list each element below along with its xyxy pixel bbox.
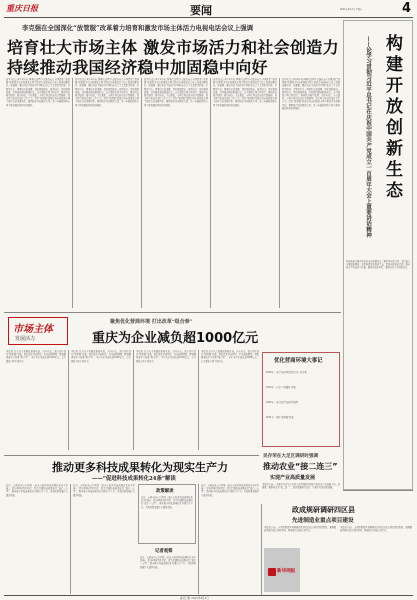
lead-body-col-4: 新华社北京4月1日电 国务院总理李克强日前在全国深化“放管服”改革着力培育和激发市场主体活力电视电话会议上发表重要讲话。他强调，要以习近平新时代中国特色社会主义思想为指导，贯彻党中央、国务院决策部署，深化简政放权、放管结合、优化服务改革，持续推进政府职能转变，充分激发市场主体活力，推动经济稳中加固、稳中向好。李克强说，市场主体是经济的力量载体，保市场主体就是保社会生产力。深化“放管服”改革是培育和激发市场主体活力的重要举措，要围绕企业和群众关切，进一步破除阻碍市场主体发展的体制机制障碍。 <box>213 78 277 107</box>
lead-body-col-5: 新华社北京4月1日电 国务院总理李克强日前在全国深化“放管服”改革着力培育和激发市场主体活力电视电话会议上发表重要讲话。他强调，要以习近平新时代中国特色社会主义思想为指导，贯彻党中央、国务院决策部署，深化简政放权、放管结合、优化服务改革，持续推进政府职能转变，充分激发市场主体活力，推动经济稳中加固、稳中向好。李克强说，市场主体是经济的力量载体，保市场主体就是保社会生产力。深化“放管服”改革是培育和激发市场主体活力的重要举措，要围绕企业和群众关切，进一步破除阻碍市场主体发展的体制机制障碍。 <box>282 78 340 110</box>
tech-section-label-b: 记者观察 <box>155 549 173 554</box>
research-body-col-2: 本报讯 日前，市领导到四区县调研先进制造业重点项目建设情况，强调要加快推进重点项目建设，增强制造业核心竞争力。 <box>340 526 412 533</box>
eco-headline: 推动农业“接二连三” <box>263 462 338 471</box>
date-line: 2021年4月2日 星期五 <box>340 8 363 11</box>
eco-kicker: 吴存荣在大足区调研时强调 <box>263 454 319 459</box>
reform-body-col-3: 本报讯 记者从市发展改革委获悉，去年以来，我市持续深化“放管服”改革，聚焦优化营商环境，打出减税降费、降低要素成本等改革“组合拳”，全年为企业减负超1000亿元，有力激发市场主体活力。 <box>136 350 196 363</box>
lead-headline-1: 培育壮大市场主体 激发市场活力和社会创造力 <box>7 38 339 57</box>
sidebar-item: 2018年：出台营商环境优化提升工作方案 <box>266 371 307 374</box>
tech-callout-body: 近日，市政府办公厅印发《重庆市促进科技成果转化若干措施》，提出24条具体举措，着力打通科技成果转化“最后一公里”，推动更多科技成果转化为现实生产力，为高质量发展注入强劲动能。 <box>141 496 193 509</box>
research-body-col-1: 本报讯 日前，市领导到四区县调研先进制造业重点项目建设情况，强调要加快推进重点项目建设，增强制造业核心竞争力。 <box>264 526 336 533</box>
reform-headline: 重庆为企业减负超1000亿元 <box>92 331 259 346</box>
lead-body-col-2: 新华社北京4月1日电 国务院总理李克强日前在全国深化“放管服”改革着力培育和激发市场主体活力电视电话会议上发表重要讲话。他强调，要以习近平新时代中国特色社会主义思想为指导，贯彻党中央、国务院决策部署，深化简政放权、放管结合、优化服务改革，持续推进政府职能转变，充分激发市场主体活力，推动经济稳中加固、稳中向好。李克强说，市场主体是经济的力量载体，保市场主体就是保社会生产力。深化“放管服”改革是培育和激发市场主体活力的重要举措，要围绕企业和群众关切，进一步破除阻碍市场主体发展的体制机制障碍。 <box>75 78 139 107</box>
logo-icon <box>268 568 276 576</box>
tech-headline: 推动更多科技成果转化为现实生产力 <box>52 461 228 474</box>
research-subhead: 先进制造业重点项目建设 <box>292 518 354 524</box>
research-headline: 政成规研调研四区县 <box>292 506 355 514</box>
lead-body-col-1: 新华社北京4月1日电 国务院总理李克强日前在全国深化“放管服”改革着力培育和激发市场主体活力电视电话会议上发表重要讲话。他强调，要以习近平新时代中国特色社会主义思想为指导，贯彻党中央、国务院决策部署，深化简政放权、放管结合、优化服务改革，持续推进政府职能转变，充分激发市场主体活力，推动经济稳中加固、稳中向好。李克强说，市场主体是经济的力量载体，保市场主体就是保社会生产力。深化“放管服”改革是培育和激发市场主体活力的重要举措，要围绕企业和群众关切，进一步破除阻碍市场主体发展的体制机制障碍。 <box>6 78 70 107</box>
tech-body-col-2: 近日，市政府办公厅印发《重庆市促进科技成果转化若干措施》，提出24条具体举措，着力打通科技成果转化“最后一公里”，推动更多科技成果转化为现实生产力，为高质量发展注入强劲动能。 <box>73 484 135 497</box>
sidebar-title: 优化营商环境大事记 <box>274 358 323 364</box>
logo-label: 新华网报 <box>277 569 296 574</box>
right-vertical-headline: 构建开放创新生态 <box>382 34 402 202</box>
lead-headline-2: 持续推动我国经济稳中加固稳中向好 <box>7 58 268 77</box>
tech-section-label-a: 政策解读 <box>156 489 174 494</box>
reform-body-col-1: 本报讯 记者从市发展改革委获悉，去年以来，我市持续深化“放管服”改革，聚焦优化营商环境，打出减税降费、降低要素成本等改革“组合拳”，全年为企业减负超1000亿元，有力激发市场主体活力。 <box>6 350 66 363</box>
tech-body-col-3: 近日，市政府办公厅印发《重庆市促进科技成果转化若干措施》，提出24条具体举措，着力打通科技成果转化“最后一公里”，推动更多科技成果转化为现实生产力，为高质量发展注入强劲动能。 <box>140 556 196 569</box>
sidebar-item: 2020年：出台优化营商环境条例 <box>266 401 298 404</box>
reform-body-col-4: 本报讯 记者从市发展改革委获悉，去年以来，我市持续深化“放管服”改革，聚焦优化营商环境，打出减税降费、降低要素成本等改革“组合拳”，全年为企业减负超1000亿元，有力激发市场主体活力。 <box>201 350 259 363</box>
eco-body: 本报讯 日前，市委副书记吴存荣到大足区调研乡村振兴和农业产业发展工作。他强调，要推动农业“接二连三”，加快发展现代农业，实现产业高质量发展。 <box>262 483 340 490</box>
masthead <box>0 0 417 18</box>
lead-kicker: 李克强在全国深化“放管服”改革着力培育和激发市场主体活力电视电话会议上强调 <box>22 24 254 32</box>
tech-body-col-1: 近日，市政府办公厅印发《重庆市促进科技成果转化若干措施》，提出24条具体举措，着力打通科技成果转化“最后一公里”，推动更多科技成果转化为现实生产力，为高质量发展注入强劲动能。 <box>6 484 68 497</box>
footer-text: 重庆日报 2021年4月2日 <box>180 597 209 600</box>
right-vertical-subhead: ——论学习贯彻习近平总书记在庆祝中国共产党成立一百周年大会上重要讲话精神 <box>365 36 371 238</box>
reform-body-col-2: 本报讯 记者从市发展改革委获悉，去年以来，我市持续深化“放管服”改革，聚焦优化营商环境，打出减税降费、降低要素成本等改革“组合拳”，全年为企业减负超1000亿元，有力激发市场主体活力。 <box>71 350 131 363</box>
right-column-body: 开放创新是推动科技进步的重要动力。要坚持开放合作，深度融入全球创新网络，加快构建开放创新生态，集聚全球创新资源，推动高水平科技自立自强。要优化创新环境，激发各类人才创新活力。 <box>346 260 410 270</box>
masthead-rule <box>4 17 413 18</box>
page-number: 4 <box>402 1 412 16</box>
lead-body-col-3: 新华社北京4月1日电 国务院总理李克强日前在全国深化“放管服”改革着力培育和激发市场主体活力电视电话会议上发表重要讲话。他强调，要以习近平新时代中国特色社会主义思想为指导，贯彻党中央、国务院决策部署，深化简政放权、放管结合、优化服务改革，持续推进政府职能转变，充分激发市场主体活力，推动经济稳中加固、稳中向好。李克强说，市场主体是经济的力量载体，保市场主体就是保社会生产力。深化“放管服”改革是培育和激发市场主体活力的重要举措，要围绕企业和群众关切，进一步破除阻碍市场主体发展的体制机制障碍。 <box>144 78 208 107</box>
reform-badge-top: 市场主体 <box>13 324 53 335</box>
eco-subhead: 实现产业高质量发展 <box>270 475 316 481</box>
sidebar-item: 2019年：启动“一网通办”改革 <box>266 386 296 389</box>
reform-kicker: 聚焦优化营商环境 打出改革“组合拳” <box>110 319 193 325</box>
sidebar-item: 2021年：深化“放管服”改革 <box>266 416 294 419</box>
tech-subhead: ——“促进科技成果转化24条”解读 <box>92 476 176 482</box>
paper-name: 重庆日报 <box>6 3 38 13</box>
research-photo <box>264 548 300 592</box>
tech-body-col-4: 近日，市政府办公厅印发《重庆市促进科技成果转化若干措施》，提出24条具体举措，着力打通科技成果转化“最后一公里”，推动更多科技成果转化为现实生产力，为高质量发展注入强劲动能。 <box>201 484 259 497</box>
reform-badge-bottom: 发展活力 <box>15 336 36 342</box>
reform-badge <box>8 317 68 345</box>
section-title: 要闻 <box>190 4 212 17</box>
